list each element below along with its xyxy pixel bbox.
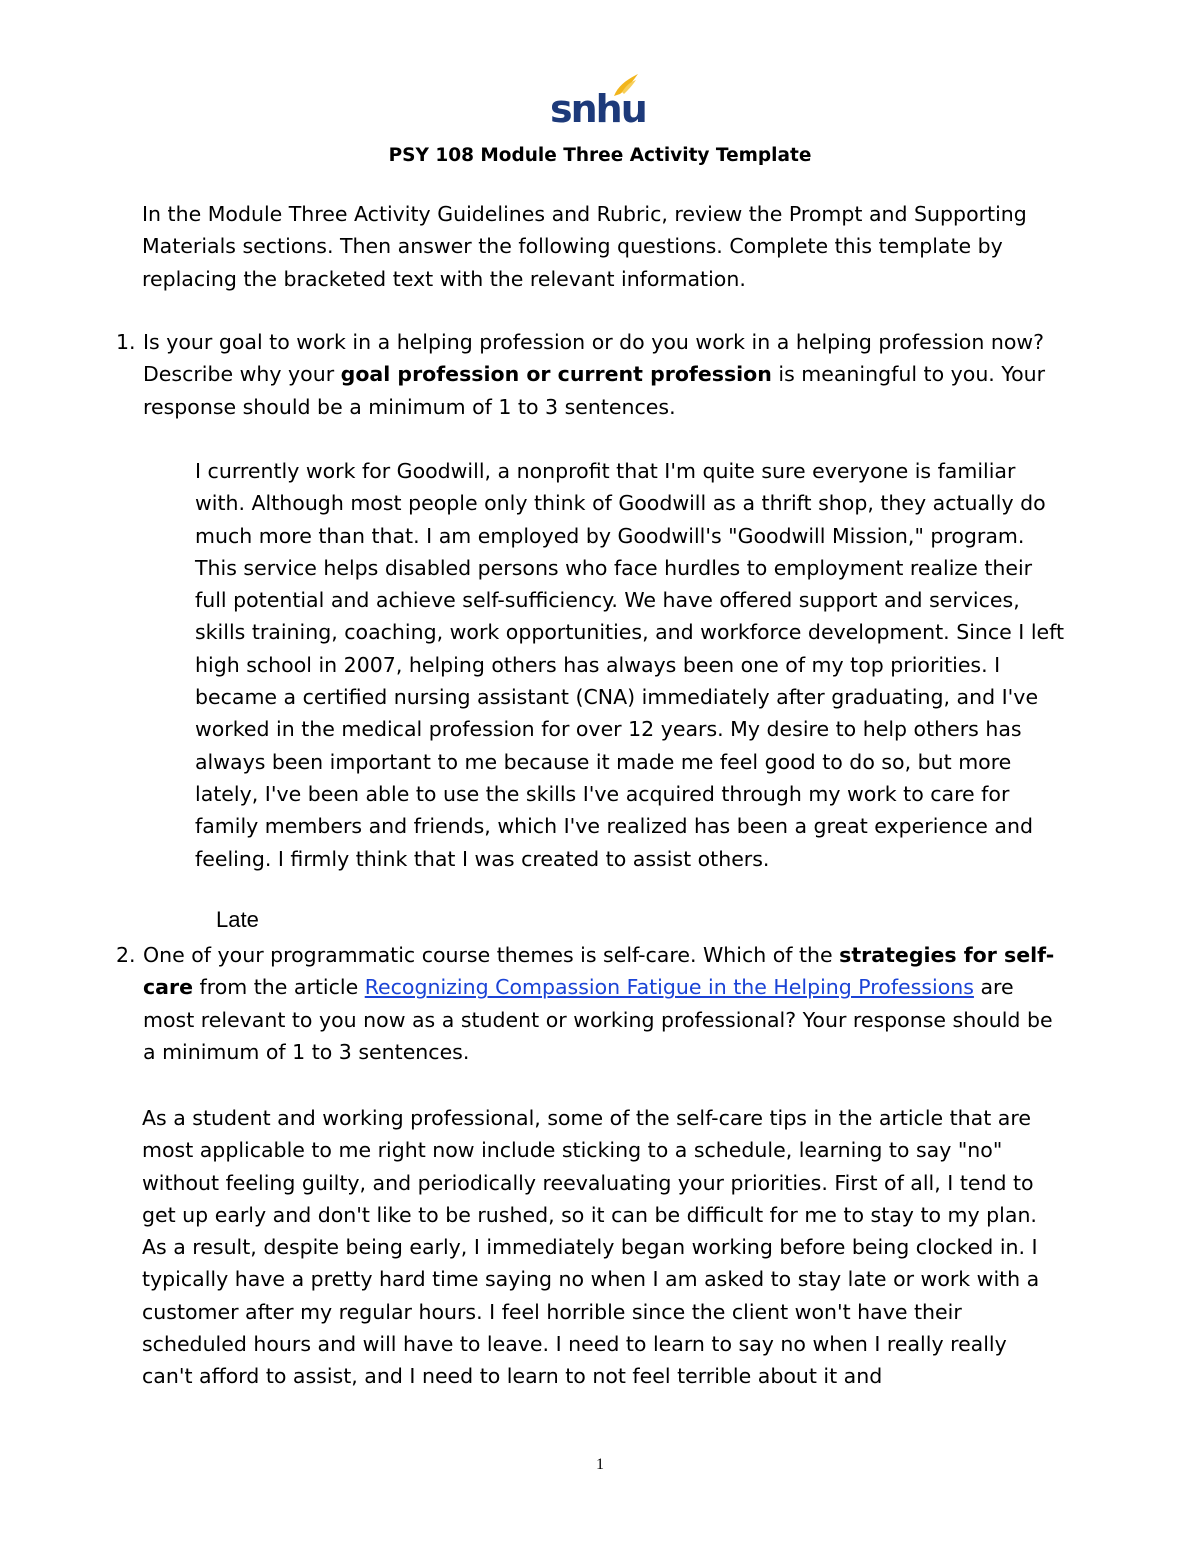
answer-1-text: I currently work for Goodwill, a nonprofit that I'm quite sure everyone is familiar with. Although most people only think of Goodwill as a thrift shop, they actually do much more than that. I am employed by Goodwill's "Goodwill Mission," program. This service helps disabled persons who face hurdles to employment realize their full potential and achieve self-sufficiency. We have offered support and services, skills training, coaching, work opportunities, and workforce development. Since I left high school in 2007, helping others has always been one of my top priorities. I became a certified nursing assistant (CNA) immediately after graduating, and I've worked in the medical profession for over 12 years. My desire to help others has always been important to me because it made me feel good to do so, but more lately, I've been able to use the skills I've acquired through my work to care for family members and friends, which I've realized has been a great experience and feeling. I firmly think that I was created to assist others. [195,459,1065,871]
question-2-number: 2. [116,943,136,967]
question-1-number: 1. [116,330,136,354]
answer-2-text: As a student and working professional, some of the self-care tips in the article that are most applicable to me right now include sticking to a schedule, learning to say "no" without feeling guilty, and periodically reevaluating your priorities. First of all, I tend to get up early and don't like to be rushed, so it can be difficult for me to stay to my plan. As a result, despite being early, I immediately began working before being clocked in. I typically have a pretty hard time saying no when I am asked to stay late or work with a customer after my regular hours. I feel horrible since the client won't have their scheduled hours and will have to leave. I need to learn to say no when I really really can't afford to assist, and I need to learn to not feel terrible about it and [142,1106,1040,1389]
logo-wordmark: snhu [550,87,646,131]
stray-text: Late [216,907,259,932]
answer-1 [195,455,1065,875]
page-title: PSY 108 Module Three Activity Template [388,145,812,166]
snhu-logo [550,72,650,134]
question-1-bold: goal profession or current profession [340,362,772,387]
question-1-text: Is your goal to work in a helping profession or do you work in a helping profession now? Describe why your goal profession or current profession is meaningful to you. Your response should be a minimum of 1 to 3 sentences. [143,330,1046,419]
question-2-text: One of your programmatic course themes is self-care. Which of the strategies for self-care from the article Recognizing Compassion Fatigue in the Helping Professions are most relevant to you now as a student or working professional? Your response should be a minimum of 1 to 3 sentences. [143,943,1055,1064]
page-number: 1 [596,1456,604,1473]
article-link[interactable]: Recognizing Compassion Fatigue in the Helping Professions [364,975,974,1000]
answer-2 [142,1102,1057,1393]
intro-text: In the Module Three Activity Guidelines and Rubric, review the Prompt and Supporting Materials sections. Then answer the following questions. Complete this template by replacing the bracketed text with the relevant information. [142,202,1027,291]
intro-paragraph [142,198,1042,295]
question-2-bold: strategies for self-care [143,943,1055,1000]
